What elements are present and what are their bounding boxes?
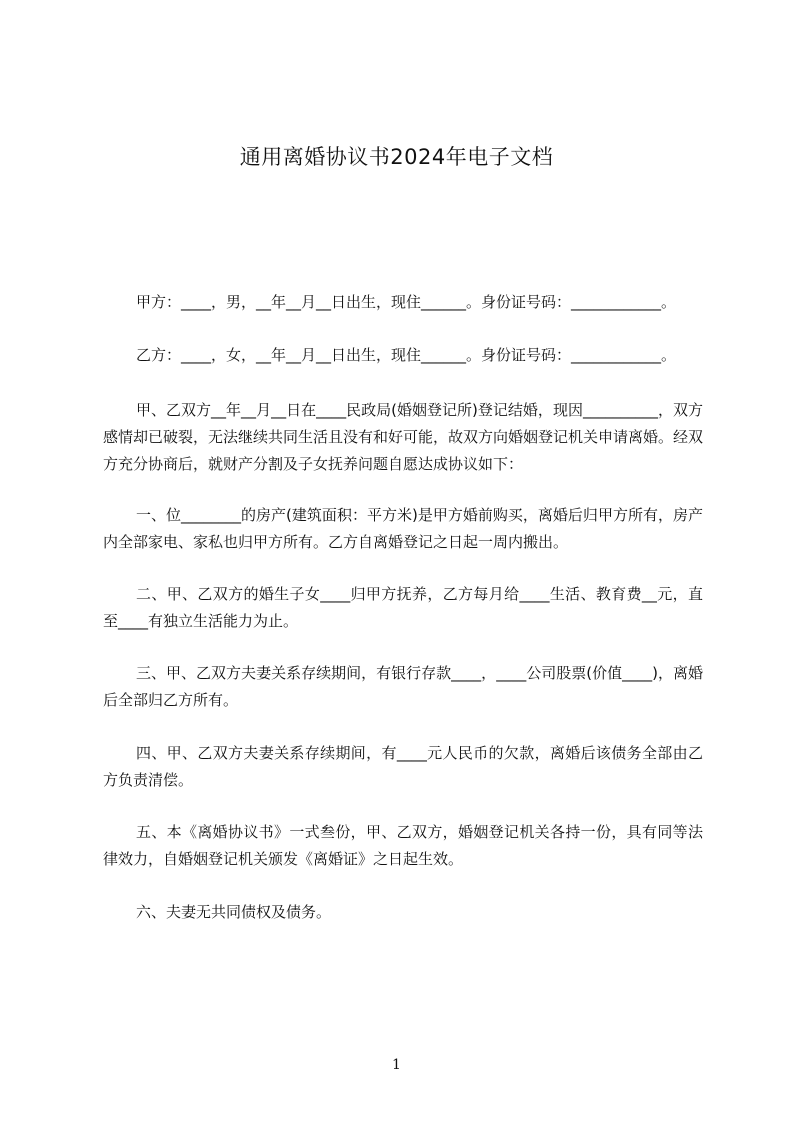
clause-5-paragraph: 五、本《离婚协议书》一式叁份，甲、乙双方，婚姻登记机关各持一份，具有同等法律效力，自婚姻登记机关颁发《离婚证》之日起生效。 — [103, 823, 703, 868]
page-number: 1 — [392, 1057, 401, 1073]
party-a-paragraph: 甲方：____，男，__年__月__日出生，现住______。身份证号码：____________。 — [136, 293, 677, 311]
clause-3-paragraph: 三、甲、乙双方夫妻关系存续期间，有银行存款____，____公司股票(价值____)，离婚后全部归乙方所有。 — [103, 664, 703, 709]
party-b-paragraph: 乙方：____，女，__年__月__日出生，现住______。身份证号码：____________。 — [136, 346, 677, 364]
clause-2-paragraph: 二、甲、乙双方的婚生子女____归甲方抚养，乙方每月给____生活、教育费__元，直至____有独立生活能力为止。 — [103, 585, 703, 630]
clause-4-paragraph: 四、甲、乙双方夫妻关系存续期间，有____元人民币的欠款，离婚后该债务全部由乙方负责清偿。 — [103, 744, 703, 789]
intro-paragraph: 甲、乙双方__年__月__日在____民政局(婚姻登记所)登记结婚，现因__________，双方感情却已破裂，无法继续共同生活且没有和好可能，故双方向婚姻登记机关申请离婚。经双方充分协商后，就财产分割及子女抚养问题自愿达成协议如下： — [103, 401, 704, 473]
clause-6-paragraph: 六、夫妻无共同债权及债务。 — [136, 903, 332, 921]
clause-1-paragraph: 一、位________的房产(建筑面积：平方米)是甲方婚前购买，离婚后归甲方所有，房产内全部家电、家私也归甲方所有。乙方自离婚登记之日起一周内搬出。 — [103, 506, 703, 551]
document-title: 通用离婚协议书2024年电子文档 — [239, 145, 554, 169]
